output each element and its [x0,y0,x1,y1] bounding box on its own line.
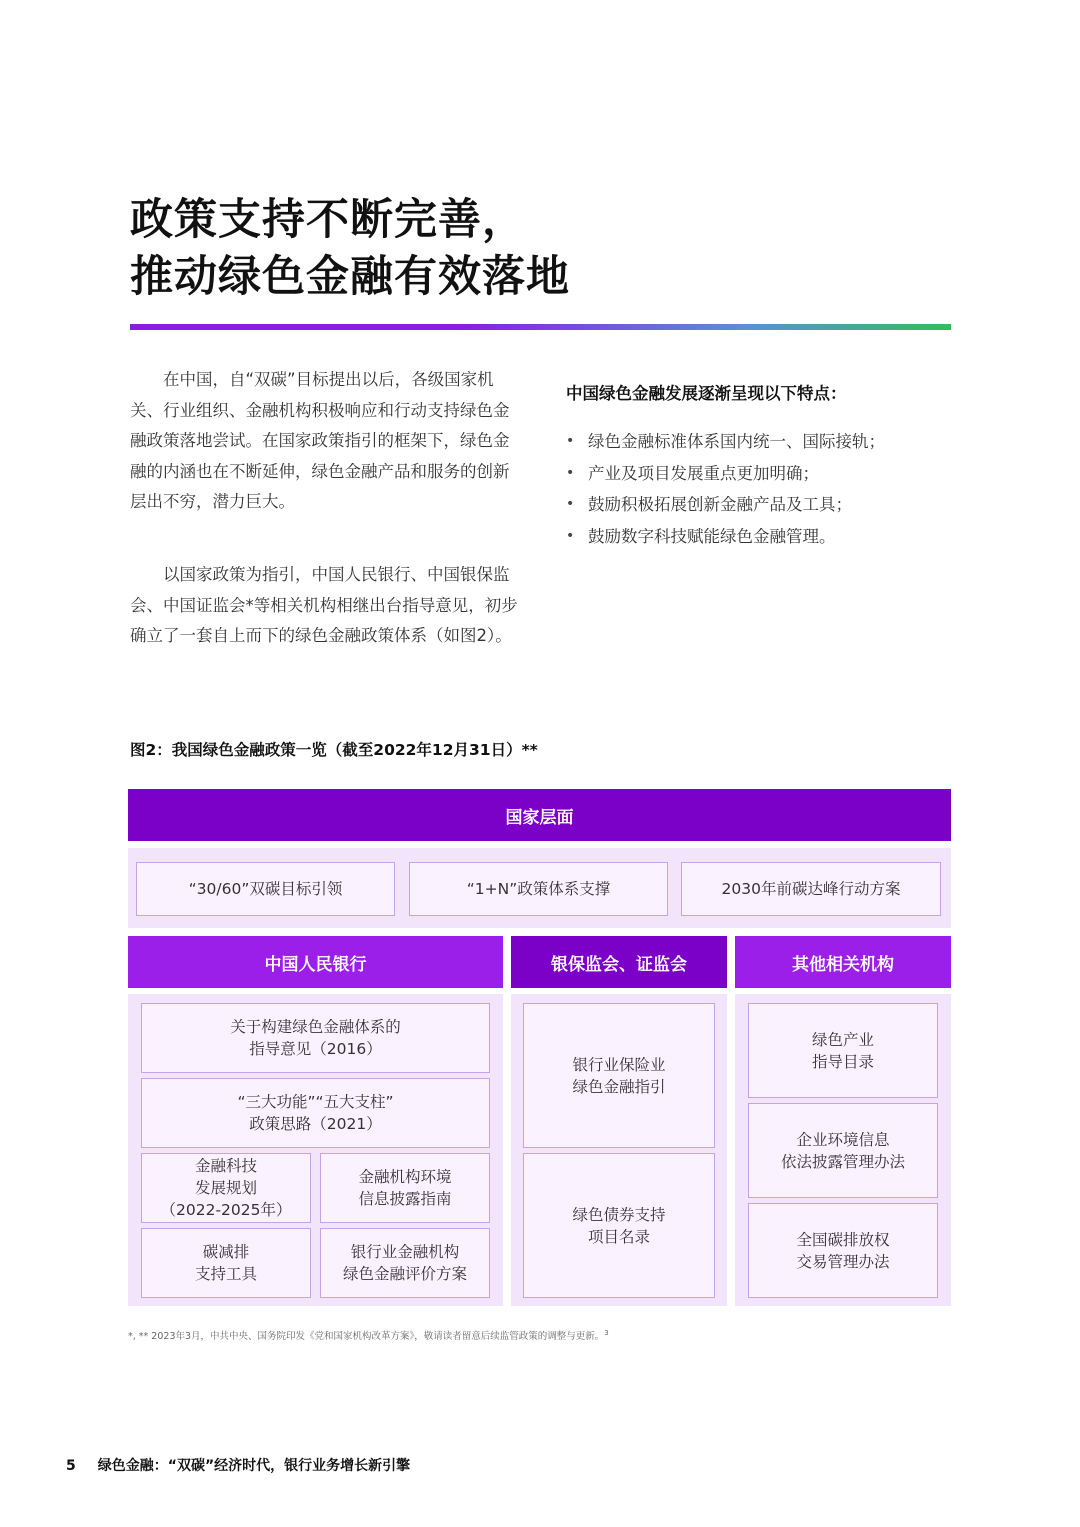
pboc-item-green-finance-guidance: 关于构建绿色金融体系的 指导意见（2016） [141,1003,490,1073]
pboc-item-evaluation-plan: 银行业金融机构 绿色金融评价方案 [320,1228,490,1298]
page-title-line-1: 政策支持不断完善， [130,195,526,245]
cbirc-item-green-bond-catalog: 绿色债券支持 项目名录 [523,1153,715,1298]
other-item-env-disclosure-rules: 企业环境信息 依法披露管理办法 [748,1103,938,1198]
other-institutions-header: 其他相关机构 [735,936,951,988]
pboc-panel [128,994,503,1306]
national-item-carbon-peak: 2030年前碳达峰行动方案 [681,862,941,916]
cbirc-csrc-panel [511,994,727,1306]
national-item-dual-carbon: “30/60”双碳目标引领 [136,862,395,916]
pboc-item-fintech-plan: 金融科技 发展规划 （2022-2025年） [141,1153,311,1223]
page-title-line-2: 推动绿色金融有效落地 [130,252,570,302]
page-title [130,192,570,306]
page-number: 5 [66,1458,76,1474]
intro-paragraph-2: 以国家政策为指引，中国人民银行、中国银保监会、中国证监会*等相关机构相继出台指导意见，初步确立了一套自上而下的绿色金融政策体系（如图2）。 [130,565,518,645]
features-heading: 中国绿色金融发展逐渐呈现以下特点： [566,384,847,403]
pboc-item-policy-approach: “三大功能”“五大支柱” 政策思路（2021） [141,1078,490,1148]
pboc-item-disclosure-guide: 金融机构环境 信息披露指南 [320,1153,490,1223]
footnote-reference: 3 [604,1328,609,1337]
list-item: • 鼓励数字科技赋能绿色金融管理。 [566,521,946,553]
cbirc-item-green-finance-guideline: 银行业保险业 绿色金融指引 [523,1003,715,1148]
cbirc-csrc-header: 银保监会、证监会 [511,936,727,988]
other-institutions-panel [735,994,951,1306]
footnote [128,1328,609,1342]
national-item-1n-policy: “1+N”政策体系支撑 [409,862,668,916]
list-item: • 鼓励积极拓展创新金融产品及工具； [566,489,946,521]
footnote-text: *, ** 2023年3月，中共中央、国务院印发《党和国家机构改革方案》，敬请读者留意后续监管政策的调整与更新。 [128,1331,605,1342]
intro-paragraph-1: 在中国，自“双碳”目标提出以后，各级国家机关、行业组织、金融机构积极响应和行动支持绿色金融政策落地尝试。在国家政策指引的框架下，绿色金融的内涵也在不断延伸，绿色金融产品和服务的创新层出不穷，潜力巨大。 [130,370,510,511]
features-list [566,426,946,552]
other-item-carbon-trading-rules: 全国碳排放权 交易管理办法 [748,1203,938,1298]
pboc-item-carbon-reduction-tool: 碳减排 支持工具 [141,1228,311,1298]
other-item-green-industry-catalog: 绿色产业 指导目录 [748,1003,938,1098]
footer-title: 绿色金融：“双碳”经济时代，银行业务增长新引擎 [97,1458,411,1474]
list-item: • 绿色金融标准体系国内统一、国际接轨； [566,426,946,458]
list-item: • 产业及项目发展重点更加明确； [566,458,946,490]
national-level-header: 国家层面 [128,789,951,841]
national-level-panel [128,848,951,928]
gradient-divider [130,324,951,330]
page-footer [66,1455,410,1475]
pboc-header: 中国人民银行 [128,936,503,988]
figure-caption: 图2：我国绿色金融政策一览（截至2022年12月31日）** [130,741,538,759]
